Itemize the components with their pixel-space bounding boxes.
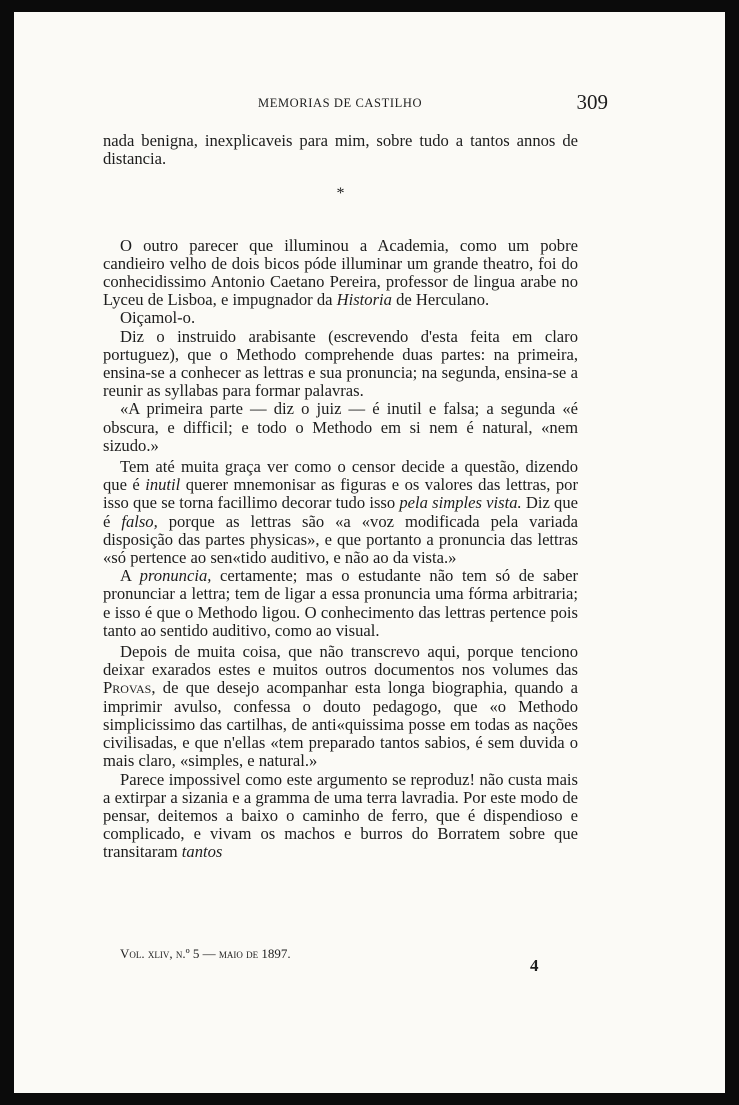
paragraph-oicamol: Oiçamol-o. [120, 308, 196, 328]
text-span: porque as lettras são «a «voz modificada pela variada disposição das partes physicas», e que portanto a pronuncia das lettras «só pertence ao sen«tido auditivo, e não ao da vista.» [103, 511, 578, 568]
paragraph-censor [103, 458, 578, 567]
italic-historia: Historia [336, 290, 392, 310]
body-text [103, 132, 578, 862]
text-span: Parece impossivel como este argumento se reproduz! não custa mais a extirpar a sizania e a gramma de uma terra lavradia. Por este modo de pensar, deitemos a baixo o caminho de ferro, que é dispendioso e complicado, e vivam os machos e burros do Borratem sobre que transitaram [103, 769, 578, 862]
italic-inutil: inutil [145, 475, 181, 495]
paragraph-arabisante: Diz o instruido arabisante (escrevendo d'esta feita em claro portuguez), que o Methodo comprehende duas partes: na primeira, ensina-se a conhecer as lettras e sua pronuncia; na segunda, ensina-se a reunir as syllabas para formar palavras. [103, 326, 578, 401]
paragraph-impossivel [103, 771, 578, 862]
running-title: MEMORIAS DE CASTILHO [258, 96, 423, 110]
italic-pela-simples-vista: pela simples vista. [399, 493, 522, 513]
signature-mark: 4 [530, 956, 539, 975]
italic-pronuncia: pronuncia, [139, 566, 212, 586]
italic-tantos: tantos [181, 842, 223, 862]
section-asterism: * [336, 185, 345, 203]
text-span: certamente; mas o estudante não tem só de saber pronunciar a lettra; tem de ligar a essa pronuncia uma fórma arbitraria; e isso é que o Methodo ligou. O conhecimento das lettras pertence pois tanto ao sentido auditivo, como ao visual. [103, 566, 578, 640]
text-span: de Herculano. [391, 290, 490, 310]
italic-falso: falso, [121, 511, 158, 531]
text-span: Tem até muita graça ver como o censor decide a questão, dizendo que é [103, 457, 578, 495]
text-span: A [120, 566, 140, 586]
text-span: , de que desejo acompanhar esta longa biographia, quando a imprimir avulso, confessa o douto pedagogo, que «o Methodo simplicissimo das cartilhas, de anti«quissima posse em todas as nações civilisadas, e que n'ellas «tem preparado tantos sabios, é sem duvida o mais claro, «simples, e natural.» [103, 678, 578, 771]
page-number: 309 [576, 90, 608, 114]
text-span: O outro parecer que illuminou a Academia, como um pobre candieiro velho de dois bicos póde illuminar um grande theatro, foi do conhecidissimo Antonio Caetano Pereira, professor de lingua arabe no Lyceu de Lisboa, e impugnador da [103, 235, 578, 310]
page-footer [120, 946, 540, 976]
volume-info: Vol. xliv, n.º 5 — maio de 1897. [120, 946, 291, 961]
paragraph-provas [103, 643, 578, 770]
text-span: Depois de muita coisa, que não transcrevo aqui, porque tenciono deixar exarados estes e muitos outros documentos nos volumes das [103, 642, 578, 680]
paragraph-pronuncia [103, 567, 578, 640]
paragraph-parecer [103, 237, 578, 310]
text-span: Diz que é [103, 493, 579, 531]
text-span: querer mnemonisar as figuras e os valores das lettras, por isso que se torna facillimo decorar tudo isso [103, 475, 578, 513]
paragraph-quote-juiz: «A primeira parte — diz o juiz — é inutil e falsa; a segunda «é obscura, e difficil; e todo o Methodo em si nem é natural, «nem sizudo.» [103, 399, 578, 455]
smallcaps-provas: Provas [103, 678, 152, 698]
page-header [258, 92, 608, 118]
paragraph-continuation: nada benigna, inexplicaveis para mim, sobre tudo a tantos annos de distancia. [103, 131, 578, 169]
